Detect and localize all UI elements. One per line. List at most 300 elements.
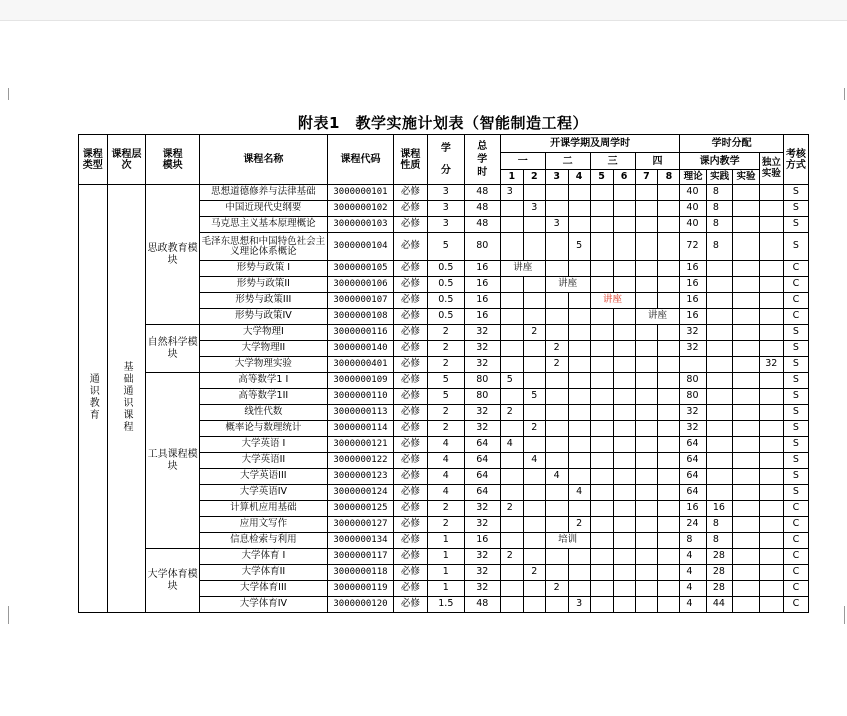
- experiment-hours-cell: [733, 485, 759, 501]
- independent-exp-cell: [759, 341, 783, 357]
- semester-cell: [590, 597, 613, 613]
- semester-cell: [545, 421, 568, 437]
- semester-cell: [500, 309, 523, 325]
- header-course-name: 课程名称: [199, 135, 327, 185]
- course-module-cell: 大学体育模块: [146, 549, 199, 613]
- course-code-cell: 3000000107: [327, 293, 393, 309]
- practice-hours-cell: [706, 357, 732, 373]
- total-hours-cell: 48: [464, 185, 500, 201]
- credit-cell: 1: [427, 581, 464, 597]
- semester-cell: [590, 549, 613, 565]
- header-year-2: 二: [545, 153, 590, 170]
- course-name-cell: 形势与政策III: [199, 293, 327, 309]
- total-hours-cell: 32: [464, 325, 500, 341]
- semester-cell: [658, 517, 680, 533]
- course-nature-cell: 必修: [394, 293, 428, 309]
- assessment-cell: C: [783, 549, 808, 565]
- independent-exp-cell: [759, 217, 783, 233]
- practice-hours-cell: [706, 373, 732, 389]
- course-name-cell: 毛泽东思想和中国特色社会主义理论体系概论: [199, 233, 327, 261]
- semester-cell: [590, 185, 613, 201]
- semester-cell: [568, 405, 590, 421]
- semester-cell: [500, 469, 523, 485]
- semester-cell: [500, 357, 523, 373]
- semester-cell: [545, 325, 568, 341]
- experiment-hours-cell: [733, 501, 759, 517]
- course-code-cell: 3000000120: [327, 597, 393, 613]
- course-nature-cell: 必修: [394, 517, 428, 533]
- header-experiment: 实验: [733, 170, 759, 185]
- course-nature-cell: 必修: [394, 597, 428, 613]
- course-code-cell: 3000000121: [327, 437, 393, 453]
- credit-cell: 4: [427, 469, 464, 485]
- theory-hours-cell: 80: [680, 373, 706, 389]
- semester-cell: [523, 485, 545, 501]
- credit-cell: 3: [427, 217, 464, 233]
- semester-cell: [635, 185, 658, 201]
- practice-hours-cell: 28: [706, 565, 732, 581]
- semester-cell: [590, 325, 613, 341]
- semester-cell: [500, 325, 523, 341]
- assessment-cell: C: [783, 277, 808, 293]
- semester-cell: [613, 581, 635, 597]
- semester-cell: [635, 341, 658, 357]
- semester-cell: [500, 597, 523, 613]
- semester-cell: [613, 597, 635, 613]
- semester-cell: [545, 293, 568, 309]
- practice-hours-cell: [706, 421, 732, 437]
- course-name-cell: 大学体育 I: [199, 549, 327, 565]
- course-name-cell: 大学英语III: [199, 469, 327, 485]
- crop-mark-bottom-left: [8, 606, 21, 624]
- theory-hours-cell: 4: [680, 581, 706, 597]
- semester-cell: [635, 233, 658, 261]
- credit-cell: 2: [427, 357, 464, 373]
- theory-hours-cell: 32: [680, 325, 706, 341]
- semester-cell: [658, 293, 680, 309]
- semester-cell: [635, 485, 658, 501]
- semester-cell: [635, 405, 658, 421]
- semester-cell: [658, 485, 680, 501]
- course-name-cell: 大学英语IV: [199, 485, 327, 501]
- total-hours-cell: 32: [464, 549, 500, 565]
- semester-cell: 2: [523, 565, 545, 581]
- semester-cell: [500, 581, 523, 597]
- course-code-cell: 3000000105: [327, 261, 393, 277]
- independent-exp-cell: [759, 437, 783, 453]
- experiment-hours-cell: [733, 185, 759, 201]
- header-course-type: 课程类型: [79, 135, 108, 185]
- semester-cell: [568, 357, 590, 373]
- independent-exp-cell: [759, 405, 783, 421]
- semester-cell: [635, 201, 658, 217]
- semester-cell: [545, 485, 568, 501]
- page-title: 附表1 教学实施计划表（智能制造工程）: [298, 114, 588, 132]
- teaching-plan-table: [78, 134, 809, 613]
- semester-cell: [568, 453, 590, 469]
- credit-cell: 2: [427, 517, 464, 533]
- semester-cell: [590, 469, 613, 485]
- semester-cell: [568, 469, 590, 485]
- semester-cell: 4: [523, 453, 545, 469]
- theory-hours-cell: 64: [680, 453, 706, 469]
- course-nature-cell: 必修: [394, 233, 428, 261]
- theory-hours-cell: 16: [680, 293, 706, 309]
- total-hours-cell: 48: [464, 597, 500, 613]
- semester-cell: [523, 437, 545, 453]
- semester-cell: [523, 293, 545, 309]
- credit-cell: 2: [427, 405, 464, 421]
- independent-exp-cell: [759, 201, 783, 217]
- assessment-cell: C: [783, 533, 808, 549]
- course-name-cell: 大学物理I: [199, 325, 327, 341]
- semester-cell: [545, 597, 568, 613]
- semester-cell: 5: [500, 373, 523, 389]
- theory-hours-cell: 4: [680, 549, 706, 565]
- course-code-cell: 3000000123: [327, 469, 393, 485]
- total-hours-cell: 32: [464, 421, 500, 437]
- course-name-cell: 形势与政策II: [199, 277, 327, 293]
- theory-hours-cell: 16: [680, 261, 706, 277]
- header-sem-4: 4: [568, 170, 590, 185]
- semester-cell: [590, 437, 613, 453]
- practice-hours-cell: [706, 261, 732, 277]
- semester-cell: 5: [523, 389, 545, 405]
- course-nature-cell: 必修: [394, 469, 428, 485]
- semester-cell: [658, 341, 680, 357]
- semester-cell: 2: [523, 325, 545, 341]
- credit-cell: 0.5: [427, 309, 464, 325]
- credit-cell: 4: [427, 453, 464, 469]
- assessment-cell: S: [783, 325, 808, 341]
- assessment-cell: S: [783, 405, 808, 421]
- experiment-hours-cell: [733, 309, 759, 325]
- assessment-cell: C: [783, 293, 808, 309]
- total-hours-cell: 64: [464, 453, 500, 469]
- header-credit: 学分: [427, 135, 464, 185]
- semester-cell: [545, 549, 568, 565]
- course-name-cell: 中国近现代史纲要: [199, 201, 327, 217]
- semester-cell: [635, 389, 658, 405]
- semester-cell: [635, 325, 658, 341]
- credit-cell: 0.5: [427, 293, 464, 309]
- experiment-hours-cell: [733, 261, 759, 277]
- header-course-nature: 课程性质: [394, 135, 428, 185]
- course-code-cell: 3000000106: [327, 277, 393, 293]
- assessment-cell: S: [783, 217, 808, 233]
- credit-cell: 2: [427, 501, 464, 517]
- header-sem-1: 1: [500, 170, 523, 185]
- semester-cell: [613, 261, 635, 277]
- credit-cell: 3: [427, 201, 464, 217]
- semester-cell: 4: [545, 469, 568, 485]
- course-nature-cell: 必修: [394, 421, 428, 437]
- independent-exp-cell: [759, 389, 783, 405]
- course-nature-cell: 必修: [394, 309, 428, 325]
- course-code-cell: 3000000104: [327, 233, 393, 261]
- semester-cell: [500, 233, 523, 261]
- theory-hours-cell: 64: [680, 469, 706, 485]
- semester-cell: [568, 437, 590, 453]
- total-hours-cell: 32: [464, 405, 500, 421]
- course-type-label: 通识教育: [87, 372, 99, 421]
- semester-merged-cell: 讲座: [590, 293, 635, 309]
- independent-exp-cell: [759, 277, 783, 293]
- semester-cell: [613, 517, 635, 533]
- semester-cell: [613, 469, 635, 485]
- experiment-hours-cell: [733, 533, 759, 549]
- total-hours-cell: 32: [464, 357, 500, 373]
- semester-cell: [500, 201, 523, 217]
- semester-cell: [500, 421, 523, 437]
- course-nature-cell: 必修: [394, 261, 428, 277]
- practice-hours-cell: 8: [706, 517, 732, 533]
- header-sem-3: 3: [545, 170, 568, 185]
- crop-mark-bottom-right: [832, 606, 845, 624]
- semester-cell: [658, 325, 680, 341]
- semester-cell: [590, 517, 613, 533]
- assessment-cell: C: [783, 261, 808, 277]
- theory-hours-cell: 16: [680, 309, 706, 325]
- header-practice: 实践: [706, 170, 732, 185]
- semester-cell: [635, 469, 658, 485]
- practice-hours-cell: 8: [706, 217, 732, 233]
- course-code-cell: 3000000110: [327, 389, 393, 405]
- theory-hours-cell: 80: [680, 389, 706, 405]
- semester-cell: [658, 389, 680, 405]
- experiment-hours-cell: [733, 421, 759, 437]
- course-nature-cell: 必修: [394, 565, 428, 581]
- course-code-cell: 3000000109: [327, 373, 393, 389]
- credit-cell: 1: [427, 565, 464, 581]
- total-hours-cell: 16: [464, 533, 500, 549]
- practice-hours-cell: [706, 485, 732, 501]
- course-nature-cell: 必修: [394, 453, 428, 469]
- header-hour-alloc: 学时分配: [680, 135, 783, 153]
- practice-hours-cell: [706, 389, 732, 405]
- practice-hours-cell: [706, 405, 732, 421]
- semester-cell: [658, 437, 680, 453]
- semester-cell: [568, 185, 590, 201]
- practice-hours-cell: 28: [706, 549, 732, 565]
- theory-hours-cell: 4: [680, 597, 706, 613]
- semester-cell: [500, 453, 523, 469]
- semester-cell: [658, 405, 680, 421]
- credit-cell: 4: [427, 437, 464, 453]
- course-name-cell: 概率论与数理统计: [199, 421, 327, 437]
- total-hours-cell: 48: [464, 217, 500, 233]
- semester-cell: [613, 565, 635, 581]
- experiment-hours-cell: [733, 373, 759, 389]
- assessment-cell: S: [783, 389, 808, 405]
- experiment-hours-cell: [733, 341, 759, 357]
- semester-cell: [568, 581, 590, 597]
- semester-cell: [613, 405, 635, 421]
- header-sem-5: 5: [590, 170, 613, 185]
- practice-hours-cell: [706, 277, 732, 293]
- independent-exp-cell: 32: [759, 357, 783, 373]
- semester-cell: 3: [500, 185, 523, 201]
- theory-hours-cell: 40: [680, 185, 706, 201]
- course-level-cell: [107, 185, 146, 613]
- assessment-cell: S: [783, 453, 808, 469]
- semester-cell: [500, 277, 523, 293]
- assessment-cell: S: [783, 357, 808, 373]
- course-name-cell: 大学物理实验: [199, 357, 327, 373]
- semester-cell: [658, 421, 680, 437]
- header-sem-7: 7: [635, 170, 658, 185]
- semester-cell: [500, 389, 523, 405]
- assessment-cell: C: [783, 565, 808, 581]
- total-hours-cell: 64: [464, 485, 500, 501]
- semester-cell: [613, 357, 635, 373]
- theory-hours-cell: 40: [680, 217, 706, 233]
- semester-cell: [500, 565, 523, 581]
- experiment-hours-cell: [733, 357, 759, 373]
- course-name-cell: 高等数学1 I: [199, 373, 327, 389]
- crop-mark-top-left: [8, 88, 21, 100]
- semester-cell: [545, 389, 568, 405]
- course-code-cell: 3000000118: [327, 565, 393, 581]
- semester-cell: [658, 501, 680, 517]
- course-code-cell: 3000000113: [327, 405, 393, 421]
- course-module-cell: 自然科学模块: [146, 325, 199, 373]
- table-body: [79, 185, 809, 613]
- independent-exp-cell: [759, 533, 783, 549]
- semester-cell: [523, 581, 545, 597]
- semester-cell: [658, 597, 680, 613]
- assessment-cell: S: [783, 373, 808, 389]
- course-code-cell: 3000000134: [327, 533, 393, 549]
- course-type-cell: [79, 185, 108, 613]
- course-nature-cell: 必修: [394, 217, 428, 233]
- theory-hours-cell: 4: [680, 565, 706, 581]
- theory-hours-cell: 32: [680, 341, 706, 357]
- total-hours-cell: 32: [464, 565, 500, 581]
- semester-cell: [590, 341, 613, 357]
- credit-cell: 0.5: [427, 261, 464, 277]
- window-top-bar: [0, 0, 847, 21]
- semester-cell: [500, 293, 523, 309]
- header-course-module: 课程模块: [146, 135, 199, 185]
- semester-cell: [658, 549, 680, 565]
- semester-cell: [568, 549, 590, 565]
- semester-cell: [613, 437, 635, 453]
- course-nature-cell: 必修: [394, 185, 428, 201]
- course-nature-cell: 必修: [394, 389, 428, 405]
- course-name-cell: 思想道德修养与法律基础: [199, 185, 327, 201]
- course-code-cell: 3000000102: [327, 201, 393, 217]
- semester-cell: [568, 293, 590, 309]
- total-hours-cell: 32: [464, 517, 500, 533]
- independent-exp-cell: [759, 309, 783, 325]
- semester-cell: [590, 421, 613, 437]
- semester-cell: 4: [500, 437, 523, 453]
- semester-cell: [523, 217, 545, 233]
- semester-cell: [523, 233, 545, 261]
- semester-cell: [523, 405, 545, 421]
- course-code-cell: 3000000119: [327, 581, 393, 597]
- semester-cell: [635, 549, 658, 565]
- practice-hours-cell: 8: [706, 533, 732, 549]
- semester-cell: [523, 373, 545, 389]
- experiment-hours-cell: [733, 565, 759, 581]
- semester-cell: [590, 389, 613, 405]
- experiment-hours-cell: [733, 469, 759, 485]
- semester-cell: [658, 533, 680, 549]
- assessment-cell: S: [783, 421, 808, 437]
- semester-cell: [635, 421, 658, 437]
- credit-cell: 5: [427, 373, 464, 389]
- course-nature-cell: 必修: [394, 341, 428, 357]
- semester-cell: [590, 581, 613, 597]
- course-module-cell: 思政教育模块: [146, 185, 199, 325]
- experiment-hours-cell: [733, 201, 759, 217]
- experiment-hours-cell: [733, 233, 759, 261]
- experiment-hours-cell: [733, 293, 759, 309]
- semester-cell: [590, 233, 613, 261]
- theory-hours-cell: 64: [680, 485, 706, 501]
- header-year-3: 三: [590, 153, 635, 170]
- semester-cell: [568, 309, 590, 325]
- semester-cell: [658, 469, 680, 485]
- course-nature-cell: 必修: [394, 437, 428, 453]
- header-sem-6: 6: [613, 170, 635, 185]
- course-code-cell: 3000000140: [327, 341, 393, 357]
- course-code-cell: 3000000114: [327, 421, 393, 437]
- semester-cell: [500, 217, 523, 233]
- credit-cell: 4: [427, 485, 464, 501]
- practice-hours-cell: 28: [706, 581, 732, 597]
- semester-cell: [613, 453, 635, 469]
- course-level-label: 基础通识课程: [120, 360, 132, 433]
- semester-cell: [523, 277, 545, 293]
- semester-cell: [635, 357, 658, 373]
- semester-cell: [635, 277, 658, 293]
- header-independent: 独立实验: [759, 153, 783, 185]
- experiment-hours-cell: [733, 389, 759, 405]
- semester-cell: [545, 309, 568, 325]
- semester-cell: [523, 185, 545, 201]
- semester-cell: [658, 581, 680, 597]
- semester-cell: [613, 501, 635, 517]
- table-row: [79, 549, 809, 565]
- semester-cell: [613, 325, 635, 341]
- independent-exp-cell: [759, 233, 783, 261]
- semester-cell: [523, 533, 545, 549]
- semester-cell: [568, 261, 590, 277]
- header-sem-8: 8: [658, 170, 680, 185]
- semester-cell: [658, 453, 680, 469]
- semester-cell: [590, 485, 613, 501]
- semester-cell: [590, 357, 613, 373]
- independent-exp-cell: [759, 373, 783, 389]
- credit-cell: 1: [427, 549, 464, 565]
- independent-exp-cell: [759, 549, 783, 565]
- assessment-cell: C: [783, 517, 808, 533]
- header-year-1: 一: [500, 153, 545, 170]
- course-nature-cell: 必修: [394, 549, 428, 565]
- course-nature-cell: 必修: [394, 357, 428, 373]
- independent-exp-cell: [759, 293, 783, 309]
- course-name-cell: 大学物理II: [199, 341, 327, 357]
- semester-cell: [613, 277, 635, 293]
- practice-hours-cell: [706, 309, 732, 325]
- course-nature-cell: 必修: [394, 277, 428, 293]
- semester-cell: [613, 373, 635, 389]
- practice-hours-cell: [706, 325, 732, 341]
- total-hours-cell: 80: [464, 233, 500, 261]
